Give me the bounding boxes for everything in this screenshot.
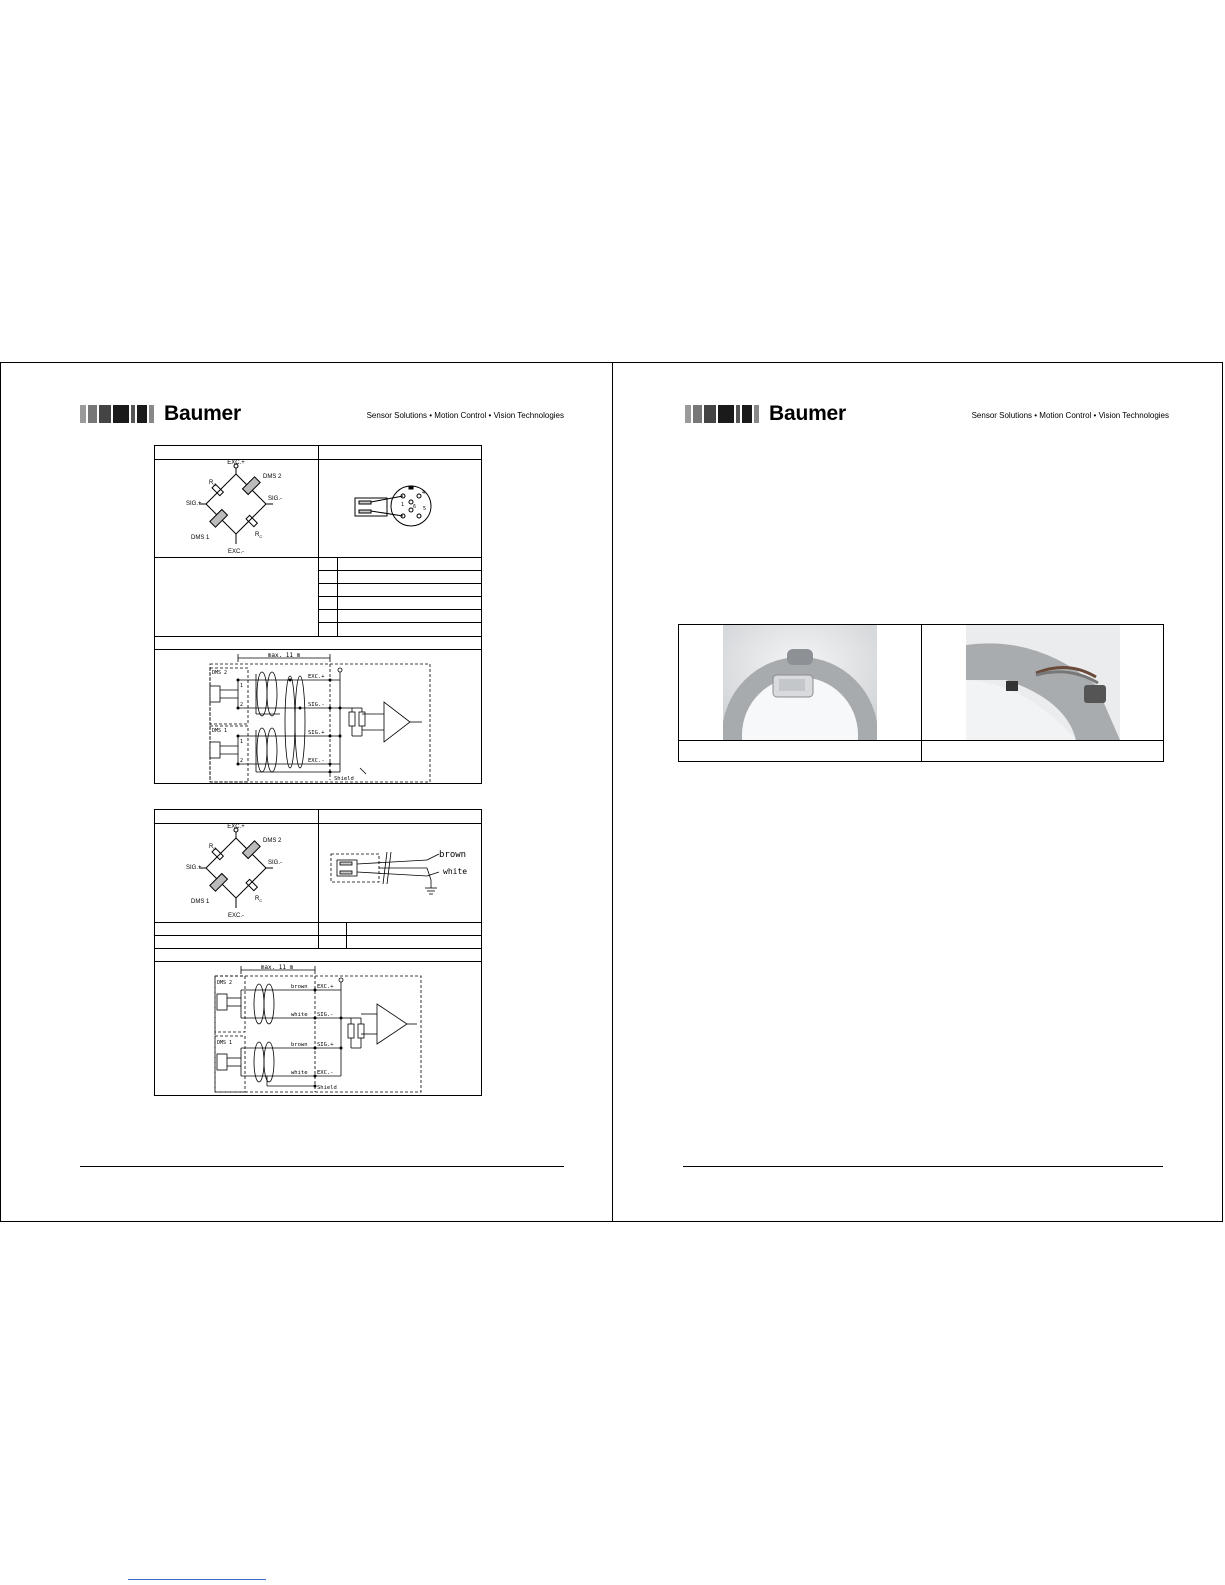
exc-plus-label: EXC.+	[227, 460, 245, 466]
footer-rule	[683, 1166, 1163, 1167]
sig-plus-label: SIG.+	[186, 501, 202, 507]
footer-rule	[80, 1166, 564, 1167]
dms1-label: DMS 1	[191, 899, 210, 905]
brown-wire-label: brown	[291, 984, 308, 990]
sig-minus-label: SIG.-	[268, 496, 283, 502]
rc-label: $R_C$	[255, 896, 263, 903]
sig-minus-label: SIG.-	[317, 1012, 334, 1018]
exc-plus-label: EXC.+	[227, 824, 245, 830]
photo-table	[678, 624, 1164, 762]
dms1-label: DMS 1	[191, 535, 210, 541]
logo-bars-icon	[685, 405, 761, 423]
pin-label: 6	[413, 504, 417, 510]
brown-wire-label: brown	[291, 1042, 308, 1048]
sig-minus-label: SIG.-	[308, 702, 325, 708]
pin-label: 1	[240, 739, 244, 745]
brand-tagline: Sensor Solutions • Motion Control • Vision Technologies	[971, 411, 1169, 420]
dms2-label: DMS 2	[263, 838, 282, 844]
exc-minus-label: EXC.-	[308, 758, 325, 764]
sig-plus-label: SIG.+	[308, 730, 325, 736]
bridge-diagram-1	[155, 460, 318, 557]
link-underline	[128, 1578, 266, 1580]
pin-label: 5	[423, 506, 427, 512]
pin-label: 4	[422, 490, 426, 496]
white-wire-label: white	[291, 1070, 308, 1076]
rc-label: $R_C$	[255, 532, 263, 539]
connector-diagram	[319, 460, 481, 557]
pin-label: 1	[401, 502, 405, 508]
max-length-label: max. 11 m	[260, 964, 294, 971]
left-page	[0, 362, 611, 1222]
brand-tagline: Sensor Solutions • Motion Control • Vision Technologies	[366, 411, 564, 420]
exc-plus-label: EXC.+	[317, 984, 334, 990]
dms2-label: DMS 2	[212, 670, 228, 676]
cable-diagram	[319, 824, 481, 921]
white-wire-label: white	[443, 867, 468, 876]
exc-minus-label: EXC.-	[227, 913, 245, 919]
right-page	[613, 362, 1224, 1222]
sig-minus-label: SIG.-	[268, 860, 283, 866]
shield-label: Shield	[317, 1085, 337, 1091]
page-header	[80, 402, 564, 426]
exc-minus-label: EXC.-	[227, 549, 245, 555]
baumer-logo	[80, 402, 241, 426]
page-header	[685, 402, 1169, 426]
exc-plus-label: EXC.+	[308, 674, 325, 680]
sig-plus-label: SIG.+	[317, 1042, 334, 1048]
pin-label: 2	[240, 758, 244, 764]
white-wire-label: white	[291, 1012, 308, 1018]
bridge-diagram-2	[155, 824, 318, 921]
pin-label: 1	[240, 683, 244, 689]
sensor-photo-cable	[966, 625, 1120, 740]
baumer-logo	[685, 402, 846, 426]
wiring-diagram-1	[200, 650, 440, 784]
rc-label: $R_C$	[209, 844, 217, 851]
dms1-label: DMS 1	[212, 728, 228, 734]
sensor-photo-ring	[723, 625, 877, 740]
dms1-label: DMS 1	[217, 1040, 233, 1046]
dms2-label: DMS 2	[217, 980, 233, 986]
brand-name: Baumer	[769, 402, 846, 425]
pin-label: 2	[240, 702, 244, 708]
max-length-label: max. 11 m	[267, 652, 301, 659]
dms2-label: DMS 2	[263, 474, 282, 480]
rc-label: $R_C$	[209, 480, 217, 487]
logo-bars-icon	[80, 405, 156, 423]
connection-table-2	[154, 809, 482, 1096]
exc-minus-label: EXC.-	[317, 1070, 334, 1076]
brand-name: Baumer	[164, 402, 241, 425]
brown-wire-label: brown	[439, 850, 467, 860]
wiring-diagram-2	[207, 962, 437, 1095]
shield-label: Shield	[334, 776, 354, 782]
connection-table-1	[154, 445, 482, 784]
sig-plus-label: SIG.+	[186, 865, 202, 871]
